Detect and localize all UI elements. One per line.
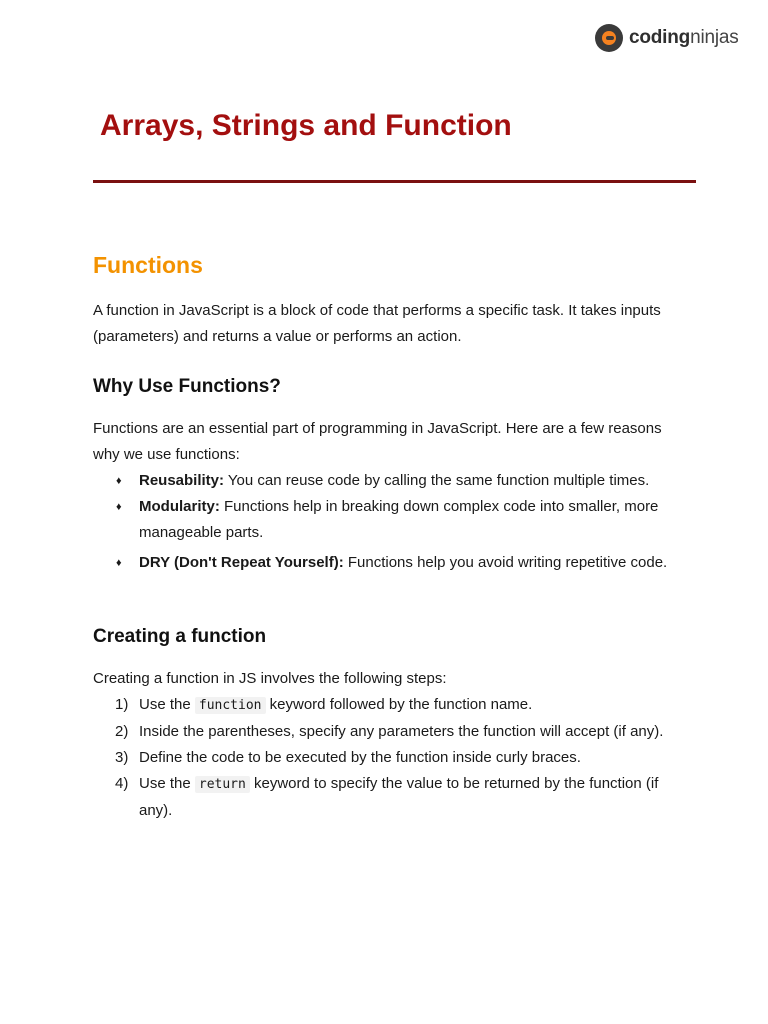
step-number: 2) bbox=[115, 723, 129, 740]
logo-wordmark bbox=[629, 24, 739, 52]
step-text: Define the code to be executed by the function inside curly braces. bbox=[139, 749, 581, 766]
list-item bbox=[93, 692, 683, 719]
list-item bbox=[93, 550, 683, 576]
diamond-bullet-icon: ♦ bbox=[116, 557, 122, 569]
step-number: 4) bbox=[115, 775, 129, 792]
subheading-creating-a-function: Creating a function bbox=[93, 626, 267, 647]
step-text: Inside the parentheses, specify any parameters the function will accept (if any). bbox=[139, 723, 664, 740]
section-heading-functions: Functions bbox=[93, 252, 203, 278]
coding-ninjas-logo bbox=[595, 24, 739, 52]
step-text-before: Use the bbox=[139, 775, 195, 792]
document-body bbox=[93, 248, 683, 824]
steps-list bbox=[93, 692, 683, 824]
step-number: 3) bbox=[115, 749, 129, 766]
why-intro-paragraph: Functions are an essential part of programming in JavaScript. Here are a few reasons why we use functions: bbox=[93, 420, 662, 463]
list-item bbox=[93, 468, 683, 494]
logo-text-bold: coding bbox=[629, 27, 691, 48]
functions-intro-paragraph: A function in JavaScript is a block of code that performs a specific task. It takes inputs (parameters) and returns a value or performs an action. bbox=[93, 302, 661, 345]
step-number: 1) bbox=[115, 696, 129, 713]
step-text-before: Use the bbox=[139, 696, 195, 713]
subheading-why-use-functions: Why Use Functions? bbox=[93, 376, 281, 397]
diamond-bullet-icon: ♦ bbox=[116, 475, 122, 487]
bullet-term: DRY (Don't Repeat Yourself): bbox=[139, 554, 344, 571]
step-text-after: keyword followed by the function name. bbox=[265, 696, 533, 713]
title-divider bbox=[93, 180, 696, 183]
creating-intro-paragraph: Creating a function in JS involves the following steps: bbox=[93, 670, 447, 687]
code-keyword-return: return bbox=[195, 776, 250, 793]
bullet-text: Functions help you avoid writing repetitive code. bbox=[343, 554, 668, 571]
logo-text-light: ninjas bbox=[690, 27, 739, 48]
reasons-list bbox=[93, 468, 683, 576]
code-keyword-function: function bbox=[195, 697, 266, 714]
list-item bbox=[93, 745, 683, 771]
coding-ninjas-logo-icon bbox=[595, 24, 623, 52]
list-item bbox=[93, 494, 683, 546]
diamond-bullet-icon: ♦ bbox=[116, 501, 122, 513]
step-text-after: keyword to specify the value to be returned by the function (if any). bbox=[139, 775, 659, 819]
list-item bbox=[93, 719, 683, 745]
bullet-text: Functions help in breaking down complex code into smaller, more manageable parts. bbox=[139, 498, 659, 541]
list-item bbox=[93, 771, 683, 824]
bullet-term: Modularity: bbox=[139, 498, 220, 515]
bullet-term: Reusability: bbox=[139, 472, 225, 489]
bullet-text: You can reuse code by calling the same function multiple times. bbox=[224, 472, 650, 489]
document-title: Arrays, Strings and Function bbox=[100, 109, 512, 142]
